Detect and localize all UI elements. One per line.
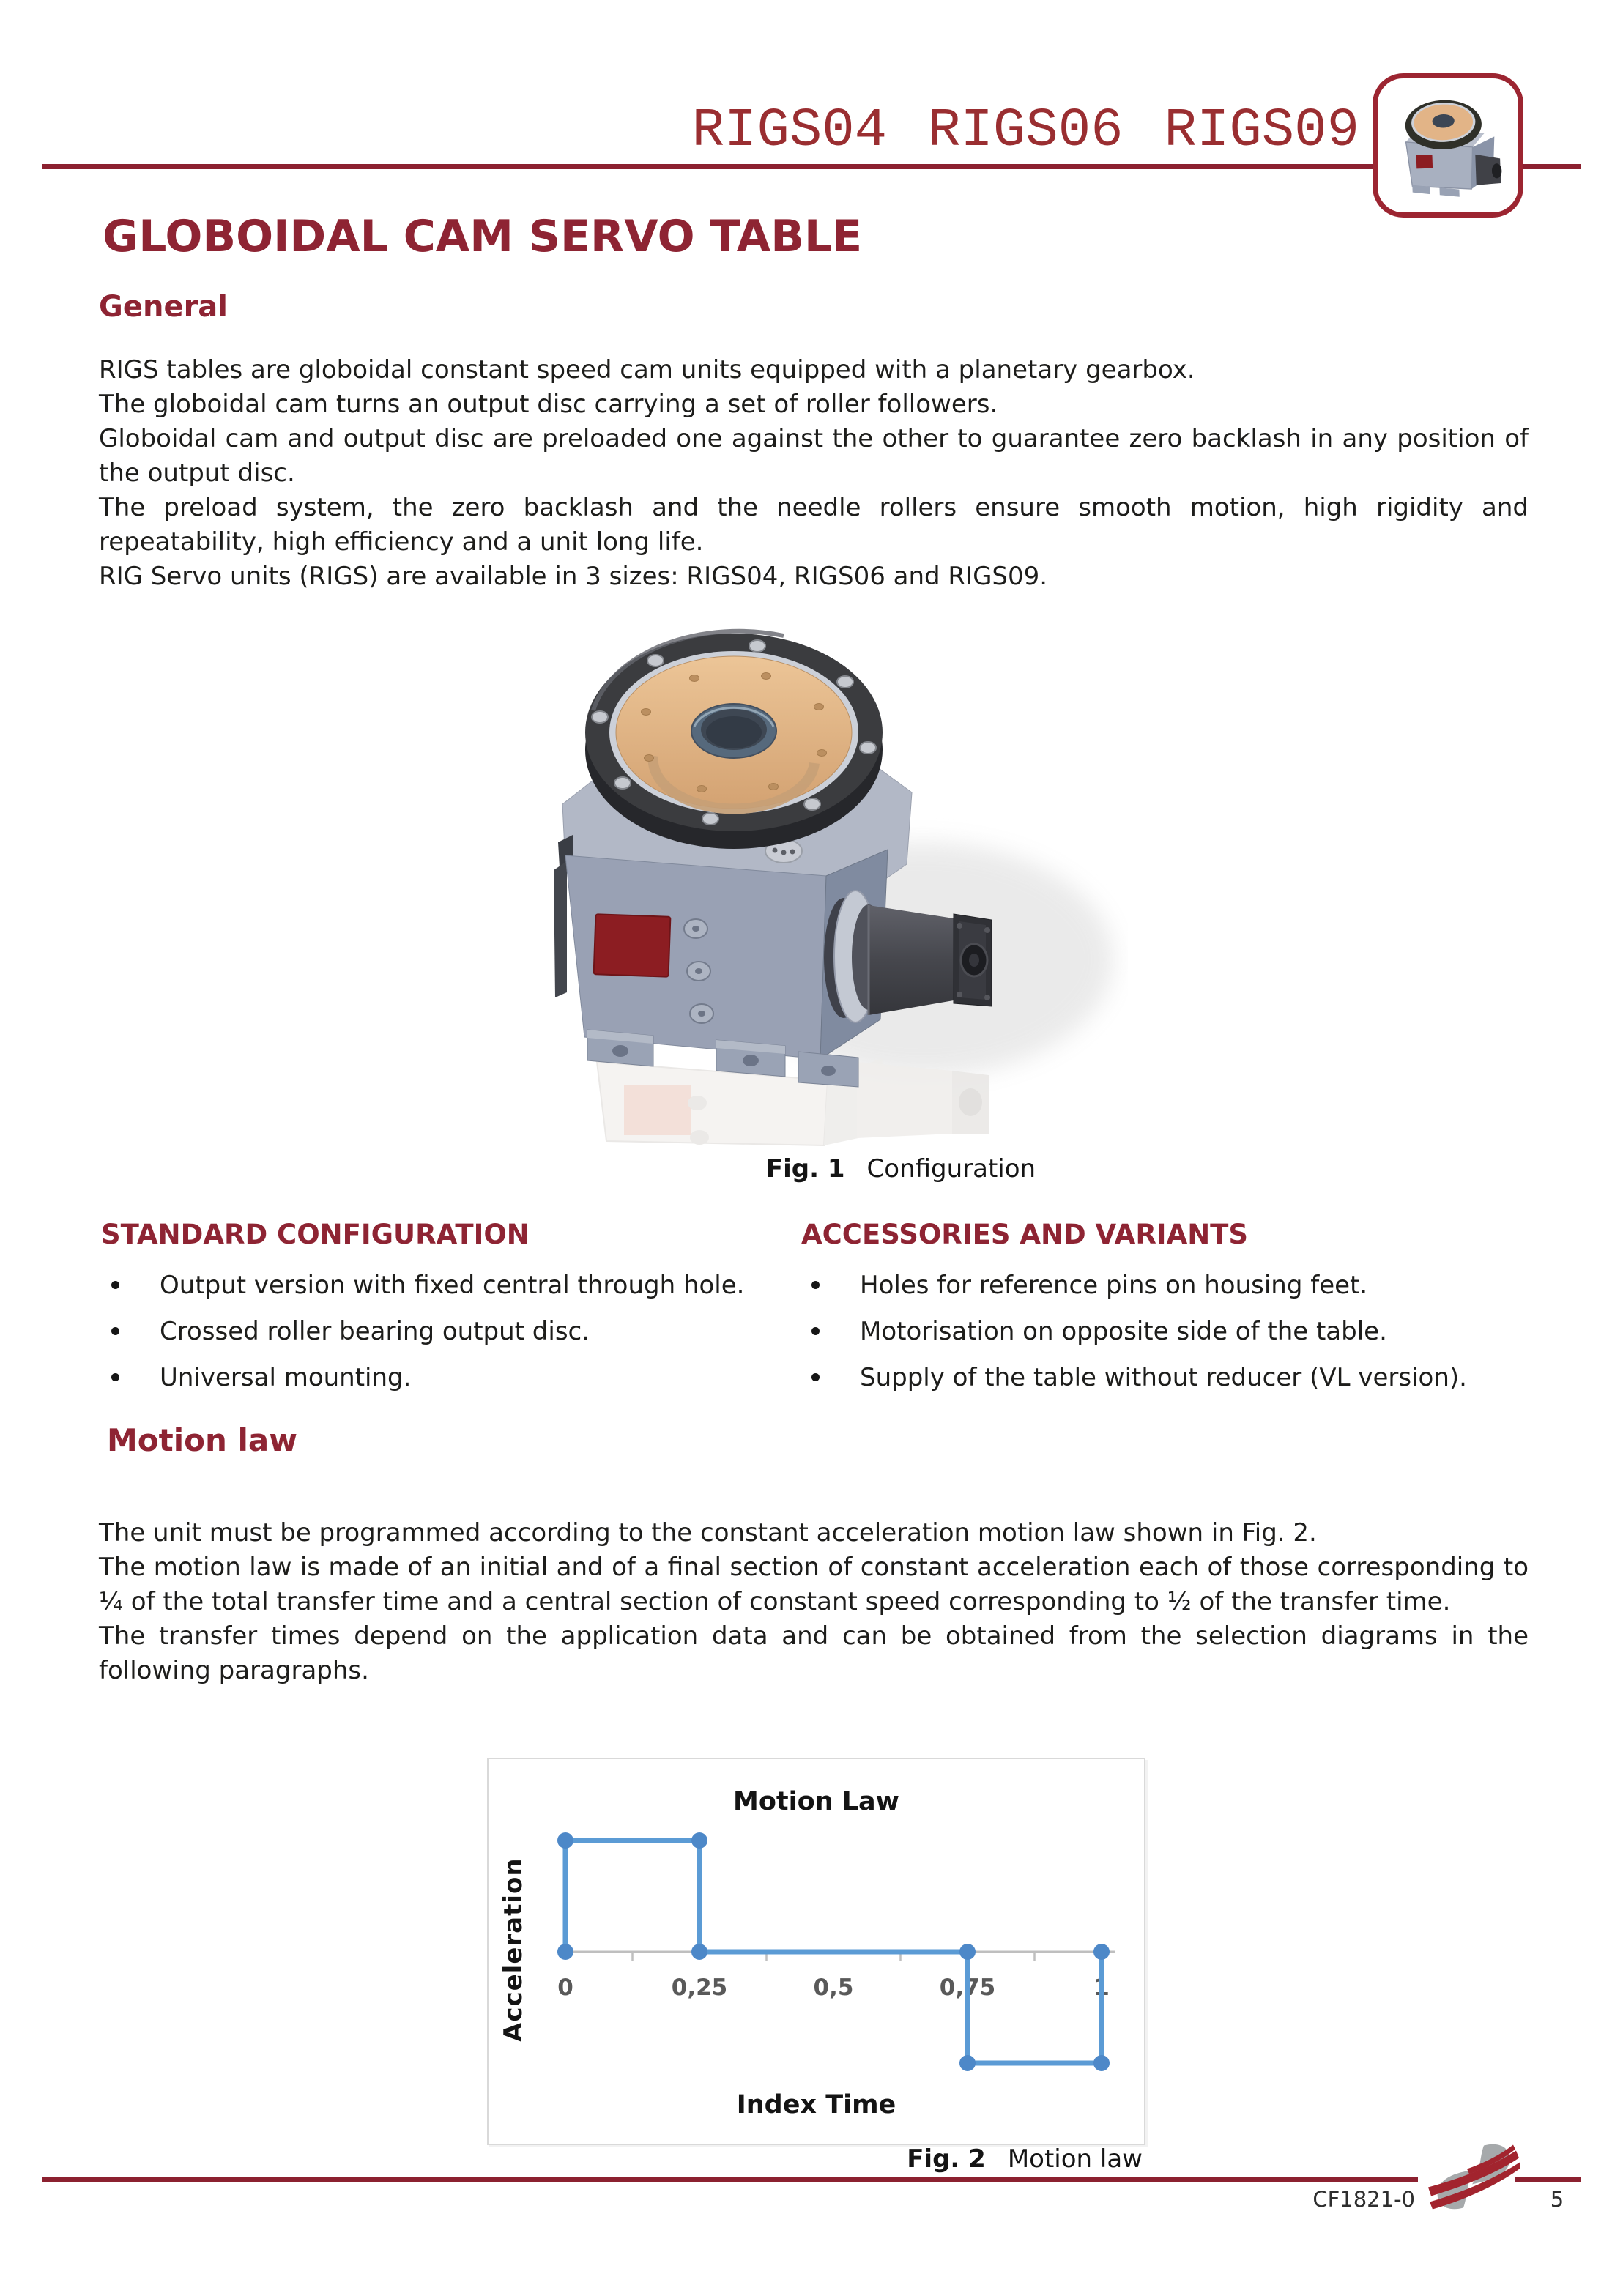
- product-badge: [1373, 73, 1523, 218]
- svg-text:1: 1: [1093, 1974, 1110, 2001]
- list-item: Supply of the table without reducer (VL version).: [801, 1362, 1497, 1394]
- svg-text:0: 0: [557, 1974, 573, 2001]
- footer-rule: [42, 2177, 1418, 2182]
- page-title: GLOBOIDAL CAM SERVO TABLE: [103, 211, 863, 262]
- standard-configuration-heading: STANDARD CONFIGURATION: [101, 1219, 530, 1250]
- motion-law-chart: [487, 1758, 1145, 2145]
- header-product-models: [691, 100, 1359, 162]
- figure2-text: Motion law: [1007, 2144, 1143, 2174]
- figure-ghost-reflection: [597, 1058, 989, 1145]
- standard-configuration-list: [101, 1270, 797, 1408]
- general-paragraph: RIG Servo units (RIGS) are available in 3 sizes: RIGS04, RIGS06 and RIGS09.: [99, 562, 1048, 591]
- model-rigs09: RIGS09: [1164, 100, 1359, 162]
- chart-x-axis-label: Index Time: [736, 2090, 896, 2119]
- company-logo-icon: [1427, 2140, 1522, 2216]
- motion-law-paragraphs: [99, 1516, 1529, 1688]
- page-number: 5: [1550, 2187, 1564, 2212]
- bullet-icon: [812, 1373, 820, 1381]
- motion-law-heading: Motion law: [107, 1422, 298, 1458]
- general-heading: General: [99, 290, 228, 324]
- list-item: Output version with fixed central through hole.: [101, 1270, 797, 1301]
- general-paragraph: The globoidal cam turns an output disc carrying a set of roller followers.: [99, 390, 998, 419]
- general-paragraph: The preload system, the zero backlash and the needle rollers ensure smooth motion, high rigidity and repeatability, high efficiency and a unit long life.: [99, 493, 1529, 557]
- motion-law-paragraph: The unit must be programmed according to the constant acceleration motion law shown in Fig. 2.: [99, 1518, 1317, 1548]
- general-paragraph: Globoidal cam and output disc are preloaded one against the other to guarantee zero backlash in any position of the output disc.: [99, 424, 1529, 488]
- motion-law-paragraph: The motion law is made of an initial and of a final section of constant acceleration each of those corresponding to ¼ of the total transfer time and a central section of constant speed corresponding to ½ of the transfer time.: [99, 1553, 1529, 1616]
- figure1-label: Fig. 1: [765, 1154, 845, 1184]
- product-nameplate: [594, 914, 671, 977]
- model-rigs06: RIGS06: [928, 100, 1124, 162]
- figure2-caption: [703, 2144, 1143, 2174]
- model-rigs04: RIGS04: [691, 100, 888, 162]
- figure1-text: Configuration: [866, 1154, 1036, 1184]
- bullet-icon: [812, 1327, 820, 1335]
- motion-law-paragraph: The transfer times depend on the application data and can be obtained from the selection diagrams in the following paragraphs.: [99, 1621, 1529, 1685]
- general-paragraph: RIGS tables are globoidal constant speed cam units equipped with a planetary gearbox.: [99, 355, 1195, 384]
- bullet-icon: [111, 1373, 119, 1381]
- svg-text:0,75: 0,75: [939, 1974, 996, 2001]
- accessories-variants-list: [801, 1270, 1497, 1408]
- product-thumbnail-icon: [1386, 86, 1509, 205]
- accessories-variants-heading: ACCESSORIES AND VARIANTS: [801, 1219, 1249, 1250]
- general-paragraphs: [99, 353, 1529, 594]
- figure-configuration-image: [542, 623, 1128, 1146]
- svg-text:0,5: 0,5: [813, 1974, 854, 2001]
- list-item: Universal mounting.: [101, 1362, 797, 1394]
- chart-plot-area: [489, 1759, 1144, 2144]
- document-code: CF1821-0: [1312, 2187, 1415, 2212]
- header-rule: [42, 164, 1581, 169]
- bullet-icon: [812, 1281, 820, 1289]
- footer-rule: [1515, 2177, 1581, 2182]
- chart-title: Motion Law: [732, 1787, 899, 1816]
- svg-text:0,25: 0,25: [671, 1974, 728, 2001]
- chart-y-axis-label: Acceleration: [499, 1857, 528, 2042]
- list-item: Holes for reference pins on housing feet.: [801, 1270, 1497, 1301]
- bullet-icon: [111, 1327, 119, 1335]
- output-disc: [585, 631, 883, 849]
- list-item: Motorisation on opposite side of the table.: [801, 1316, 1497, 1348]
- list-item: Crossed roller bearing output disc.: [101, 1316, 797, 1348]
- bullet-icon: [111, 1281, 119, 1289]
- figure1-caption: [579, 1154, 1223, 1184]
- figure2-label: Fig. 2: [907, 2144, 986, 2174]
